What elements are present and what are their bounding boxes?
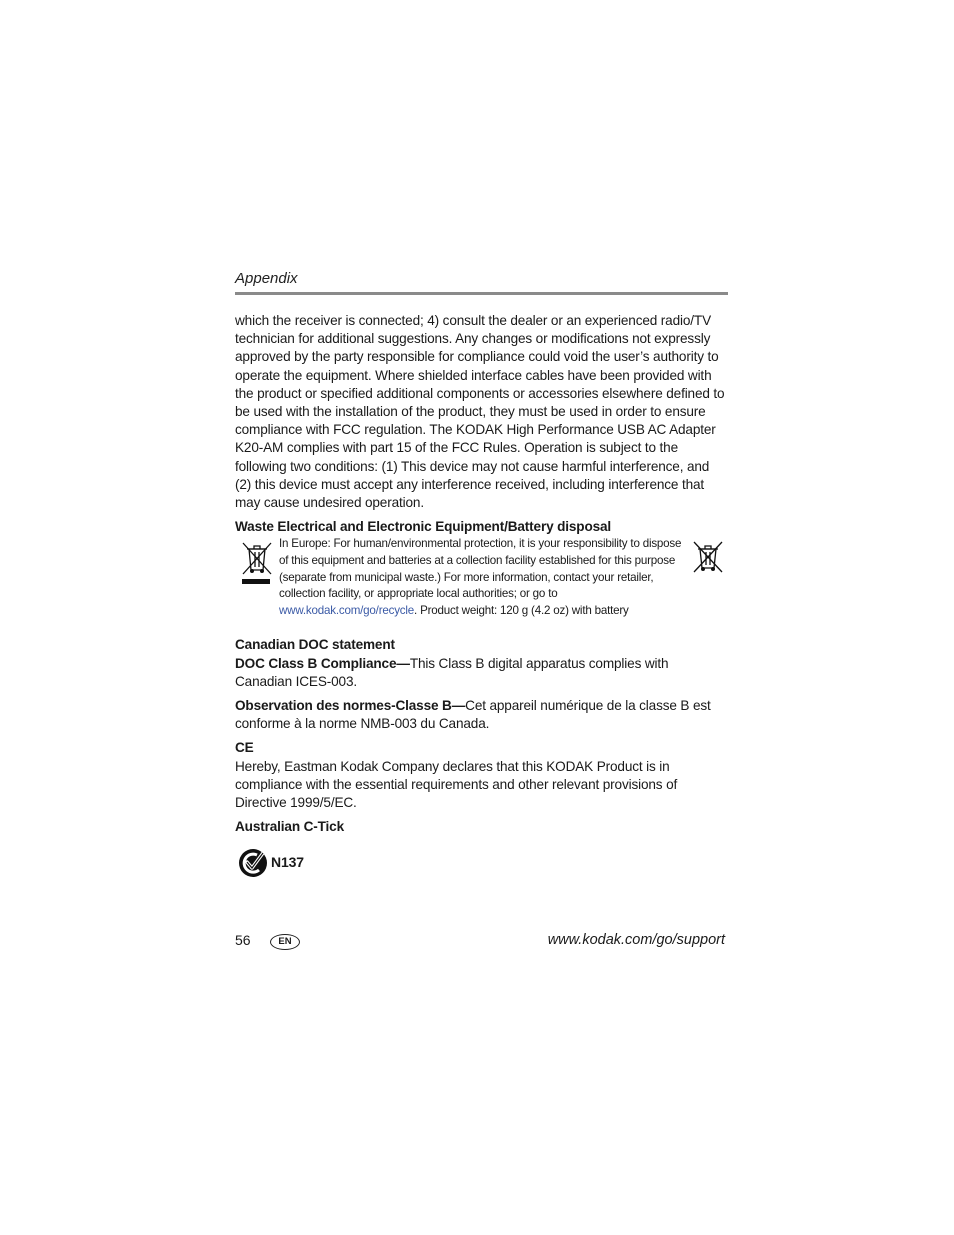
crossed-bin-icon	[692, 540, 724, 574]
ctick-code: N137	[271, 854, 304, 871]
weee-text-part: . Product weight: 120 g (4.2 oz) with battery	[414, 603, 629, 617]
language-badge: EN	[270, 934, 300, 950]
ctick-mark	[235, 846, 727, 886]
doc-label: DOC Class B Compliance—	[235, 655, 410, 671]
page-number: 56	[235, 932, 251, 948]
observation-paragraph	[235, 697, 727, 733]
section-title: Appendix	[235, 270, 298, 287]
crossed-bin-icon	[241, 540, 273, 586]
doc-text: This Class B digital apparatus complies with Canadian ICES-003.	[235, 655, 669, 689]
obs-label: Observation des normes-Classe B—	[235, 698, 466, 714]
main-content	[235, 312, 727, 886]
intro-paragraph: which the receiver is connected; 4) consult the dealer or an experienced radio/TV technician for additional suggestions. Any changes or modifications not expressly approved by the party responsible for compliance could void the user’s authority to operate the equipment. Where shielded interface cables have been provided with the product or specified additional components or accessories elsewhere defined to be used with the installation of the product, they must be used in order to ensure compliance with FCC regulation. The KODAK High Performance USB AC Adapter K20-AM complies with part 15 of the FCC Rules. Operation is subject to the following two conditions: (1) This device may not cause harmful interference, and (2) this device must accept any interference received, including interference that may cause undesired operation.	[235, 313, 725, 511]
ctick-heading: Australian C-Tick	[235, 819, 345, 835]
weee-text	[279, 536, 684, 619]
recycle-link[interactable]: www.kodak.com/go/recycle	[279, 603, 415, 617]
weee-notice	[235, 536, 727, 628]
doc-compliance-paragraph	[235, 655, 727, 691]
canadian-heading: Canadian DOC statement	[235, 637, 395, 653]
weee-heading: Waste Electrical and Electronic Equipment/Battery disposal	[235, 519, 612, 535]
support-url: www.kodak.com/go/support	[547, 932, 725, 948]
c-tick-icon	[238, 848, 268, 878]
header-rule	[235, 292, 728, 295]
weee-text-part: In Europe: For human/environmental protection, it is your responsibility to dispose of this equipment and batteries at a collection facility established for this purpose (separate from municipal waste.) For more information, contact your retailer, collection facility, or appropriate local authorities; or go to	[279, 537, 682, 601]
ce-heading: CE	[235, 740, 254, 756]
ce-paragraph: Hereby, Eastman Kodak Company declares that this KODAK Product is in compliance with the essential requirements and other relevant provisions of Directive 1999/5/EC.	[235, 758, 678, 811]
obs-text: Cet appareil numérique de la classe B est conforme à la norme NMB-003 du Canada.	[235, 698, 711, 732]
